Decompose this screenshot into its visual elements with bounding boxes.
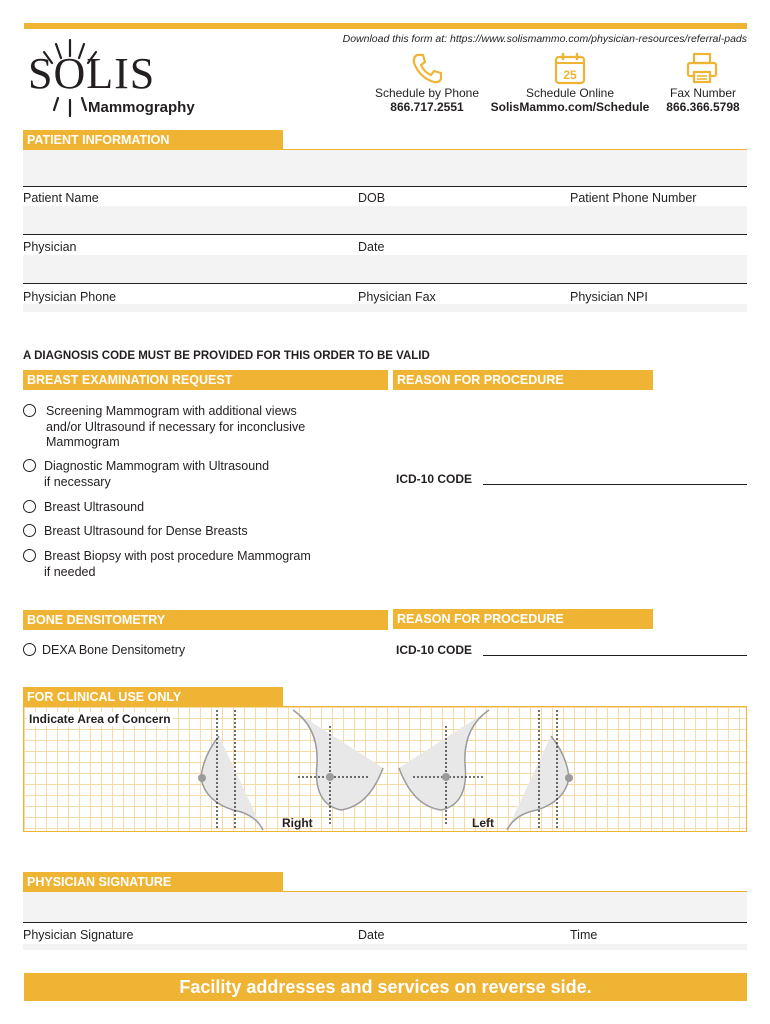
signature-time-label: Time xyxy=(570,928,598,942)
top-accent-bar xyxy=(24,23,747,29)
fax-icon xyxy=(685,51,719,85)
breast-icd-label: ICD-10 CODE xyxy=(396,472,473,486)
dob-label: DOB xyxy=(358,191,386,205)
right-label: Right xyxy=(282,816,313,830)
radio-dexa[interactable] xyxy=(23,643,36,656)
option-line: Breast Biopsy with post procedure Mammogram xyxy=(44,549,311,563)
radio-dense-ultrasound[interactable] xyxy=(23,524,36,537)
calendar-icon xyxy=(553,51,587,85)
option-line: Screening Mammogram with additional views xyxy=(46,404,297,418)
bone-icd-field[interactable] xyxy=(483,655,747,656)
divider xyxy=(23,234,747,235)
diagnosis-notice: A DIAGNOSIS CODE MUST BE PROVIDED FOR THIS ORDER TO BE VALID xyxy=(23,350,430,362)
signature-row-field[interactable] xyxy=(23,944,747,950)
signature-date-label: Date xyxy=(358,928,385,942)
footer-banner: Facility addresses and services on reverse side. xyxy=(24,973,747,1001)
contact-fax xyxy=(658,86,748,114)
option-dense-ultrasound: Breast Ultrasound for Dense Breasts xyxy=(44,524,248,538)
patient-info-heading: PATIENT INFORMATION xyxy=(23,130,283,150)
patient-row3-field[interactable] xyxy=(23,255,747,283)
option-line: if needed xyxy=(44,564,96,579)
patient-phone-label: Patient Phone Number xyxy=(570,191,697,205)
patient-row1-field[interactable] xyxy=(23,150,747,186)
contact-phone-label: Schedule by Phone xyxy=(374,86,480,100)
logo-wordmark: SOLIS xyxy=(28,49,156,98)
phone-icon xyxy=(410,51,444,85)
date-label: Date xyxy=(358,240,385,254)
radio-biopsy[interactable] xyxy=(23,549,36,562)
patient-name-label: Patient Name xyxy=(23,191,99,205)
contact-fax-value[interactable]: 866.366.5798 xyxy=(666,100,740,114)
physician-fax-label: Physician Fax xyxy=(358,290,436,304)
divider xyxy=(23,283,747,284)
download-link-text[interactable]: Download this form at: https://www.solismammo.com/physician-resources/referral-pads xyxy=(342,33,747,45)
physician-phone-label: Physician Phone xyxy=(23,290,117,304)
patient-row4-field[interactable] xyxy=(23,304,747,312)
divider xyxy=(23,922,747,923)
patient-row2-field[interactable] xyxy=(23,206,747,234)
contact-online-label: Schedule Online xyxy=(525,86,615,100)
option-dexa: DEXA Bone Densitometry xyxy=(42,643,186,657)
option-biopsy xyxy=(44,549,364,580)
breast-icd-field[interactable] xyxy=(483,484,747,485)
divider xyxy=(23,186,747,187)
breast-diagram[interactable] xyxy=(23,706,747,832)
option-screening xyxy=(46,404,366,451)
physician-label: Physician xyxy=(23,240,77,254)
contact-online-value[interactable]: SolisMammo.com/Schedule xyxy=(490,100,650,114)
contact-phone-value[interactable]: 866.717.2551 xyxy=(390,100,464,114)
option-line: if necessary xyxy=(44,474,111,489)
contact-phone xyxy=(362,86,492,114)
physician-signature-label: Physician Signature xyxy=(23,928,134,942)
contact-fax-label: Fax Number xyxy=(669,86,737,100)
radio-diagnostic[interactable] xyxy=(23,459,36,472)
radio-screening[interactable] xyxy=(23,404,36,417)
logo-subtitle: Mammography xyxy=(88,99,195,116)
signature-field[interactable] xyxy=(23,892,747,922)
bone-reason-heading: REASON FOR PROCEDURE xyxy=(393,609,653,629)
left-label: Left xyxy=(472,816,494,830)
bone-heading: BONE DENSITOMETRY xyxy=(23,610,388,630)
radio-breast-ultrasound[interactable] xyxy=(23,500,36,513)
bone-icd-label: ICD-10 CODE xyxy=(396,643,473,657)
contact-online xyxy=(486,86,654,114)
option-line: and/or Ultrasound if necessary for inconclusive xyxy=(46,419,306,434)
breast-exam-heading: BREAST EXAMINATION REQUEST xyxy=(23,370,388,390)
area-instruction: Indicate Area of Concern xyxy=(29,712,171,726)
calendar-day: 25 xyxy=(563,68,577,82)
option-line: Diagnostic Mammogram with Ultrasound xyxy=(44,459,270,473)
option-breast-ultrasound: Breast Ultrasound xyxy=(44,500,145,514)
option-diagnostic xyxy=(44,459,364,490)
breast-reason-heading: REASON FOR PROCEDURE xyxy=(393,370,653,390)
signature-heading: PHYSICIAN SIGNATURE xyxy=(23,872,283,892)
option-line: Mammogram xyxy=(46,435,120,449)
physician-npi-label: Physician NPI xyxy=(570,290,648,304)
clinical-heading: FOR CLINICAL USE ONLY xyxy=(23,687,283,707)
